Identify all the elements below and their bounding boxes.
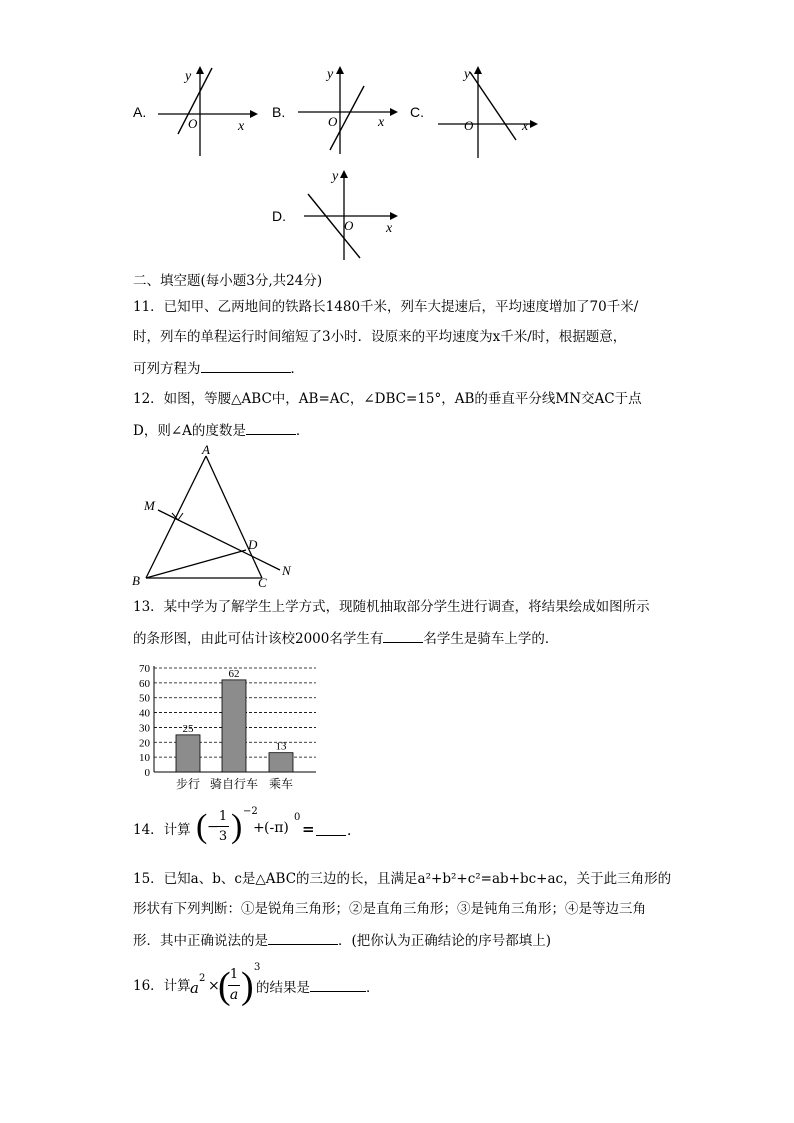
q16-suffix: 的结果是	[256, 980, 310, 996]
bar	[269, 753, 293, 772]
side-ac	[206, 456, 262, 578]
option-c-graph	[430, 62, 540, 160]
q15-line3	[133, 931, 551, 949]
y-tick-label: 10	[139, 752, 150, 765]
q16-frac-num: 1	[229, 967, 239, 982]
option-d-graph	[296, 166, 406, 262]
option-d-label: D.	[272, 208, 286, 224]
q11-line1: 11．已知甲、乙两地间的铁路长1480千米，列车大提速后，平均速度增加了70千米/	[133, 299, 639, 315]
q11-line3-text: 可列方程为	[133, 361, 201, 377]
svg-text:O: O	[344, 218, 354, 233]
q16-frac-bar	[228, 985, 240, 986]
q16-exp: 2	[199, 973, 206, 984]
q16-paren-close: )	[241, 965, 254, 1007]
y-tick-label: 40	[139, 707, 150, 720]
q14-frac-num: 1	[218, 809, 228, 824]
q12-line2	[133, 421, 309, 439]
q16-base: a	[190, 979, 199, 997]
q14-pi: (-π)	[264, 820, 289, 836]
label-a: A	[202, 442, 210, 457]
label-d: D	[248, 537, 258, 552]
q14-prefix: 14．计算	[133, 822, 191, 838]
q12-line2-text: D，则∠A的度数是	[133, 423, 246, 439]
q14-plus: +	[253, 820, 265, 836]
bar-data-label: 62	[228, 667, 240, 680]
q15-answer-blank[interactable]	[268, 931, 338, 945]
svg-text:y: y	[332, 169, 339, 184]
q16-exp2: 3	[254, 962, 261, 973]
q14-exp1: −2	[243, 806, 258, 817]
option-c-label: C.	[410, 104, 424, 120]
y-label: y	[185, 69, 192, 84]
q15-line3a: 形．其中正确说法的是	[133, 933, 268, 949]
origin-label: O	[188, 116, 198, 131]
q12-answer-blank[interactable]	[246, 421, 296, 435]
y-tick-label: 20	[139, 737, 150, 750]
label-b: B	[132, 573, 140, 588]
q13-line2b: 名学生是骑车上学的．	[423, 631, 559, 647]
svg-text:y: y	[327, 67, 334, 82]
x-tick-label: 步行	[175, 777, 201, 791]
q11-end: ．	[290, 361, 304, 377]
q13-line2a: 的条形图，由此可估计该校2000名学生有	[133, 631, 384, 647]
svg-text:O: O	[464, 118, 474, 133]
q12-end: ．	[295, 423, 310, 439]
y-tick-label: 0	[144, 767, 150, 779]
segment-bd	[146, 550, 246, 578]
q14-end: ．	[347, 823, 361, 839]
q16-answer-blank[interactable]	[310, 978, 366, 992]
q11-line3	[133, 359, 304, 377]
q15-line2: 形状有下列判断：①是锐角三角形；②是直角三角形；③是钝角三角形；④是等边三角	[133, 901, 646, 917]
q16-paren-open: (	[218, 965, 231, 1007]
section-title: 二、填空题(每小题3分,共24分)	[133, 273, 323, 289]
q14-exp2: 0	[294, 812, 301, 823]
q16-prefix: 16．计算	[133, 978, 191, 994]
q14-equals: =	[302, 820, 315, 838]
q14-paren-open: (	[196, 808, 208, 845]
q15-line3b: ．(把你认为正确结论的序号都填上)	[338, 933, 552, 949]
q16-end: ．	[366, 980, 380, 996]
y-tick-label: 30	[139, 722, 150, 735]
q14-minus: −	[207, 819, 219, 835]
y-tick-label: 60	[139, 677, 150, 690]
x-arrow	[250, 110, 258, 118]
bar	[222, 680, 246, 772]
option-b-graph	[290, 62, 400, 158]
q13-line2	[133, 629, 558, 647]
y-tick-label: 50	[139, 692, 150, 705]
option-a-graph	[150, 62, 260, 158]
bar-data-label: 25	[182, 722, 194, 735]
label-n: N	[282, 563, 291, 578]
q14-paren-close: )	[231, 808, 243, 845]
svg-text:y: y	[464, 67, 471, 82]
option-b-label: B.	[272, 104, 286, 120]
q12-triangle-figure	[128, 440, 308, 590]
bar	[176, 735, 200, 772]
x-tick-label: 骑自行车	[209, 777, 259, 791]
y-arrow	[196, 66, 204, 74]
option-a-label: A.	[133, 104, 147, 120]
q16-tail	[256, 978, 380, 996]
q16-times: ×	[208, 978, 220, 994]
q13-line1: 13．某中学为了解学生上学方式，现随机抽取部分学生进行调查，将结果绘成如图所示	[133, 599, 650, 615]
label-m: M	[144, 498, 155, 513]
q11-line2: 时，列车的单程运行时间缩短了3小时．设原来的平均速度为x千米/时，根据题意，	[133, 329, 627, 345]
q12-line1: 12．如图，等腰△ABC中，AB=AC，∠DBC=15°，AB的垂直平分线MN交AC于点	[133, 391, 642, 407]
y-tick-label: 70	[139, 663, 150, 675]
label-c: C	[258, 575, 267, 590]
svg-text:x: x	[522, 119, 529, 134]
svg-text:x: x	[386, 221, 393, 236]
q15-line1: 15．已知a、b、c是△ABC的三边的长，且满足a²+b²+c²=ab+bc+ac，关于此三角形的	[133, 871, 672, 887]
line-mn	[158, 510, 280, 570]
q13-answer-blank[interactable]	[383, 629, 423, 643]
svg-text:O: O	[328, 114, 338, 129]
svg-text:x: x	[378, 115, 385, 130]
q13-bar-chart	[128, 660, 328, 796]
x-tick-label: 乘车	[268, 777, 294, 791]
q14-frac-den: 3	[218, 829, 228, 844]
q16-frac-den: a	[229, 987, 239, 1003]
q14-frac-bar	[217, 826, 229, 827]
x-label: x	[238, 119, 245, 134]
bar-data-label: 13	[275, 740, 287, 753]
q14-answer-blank[interactable]	[316, 822, 346, 836]
q11-answer-blank[interactable]	[201, 359, 291, 373]
